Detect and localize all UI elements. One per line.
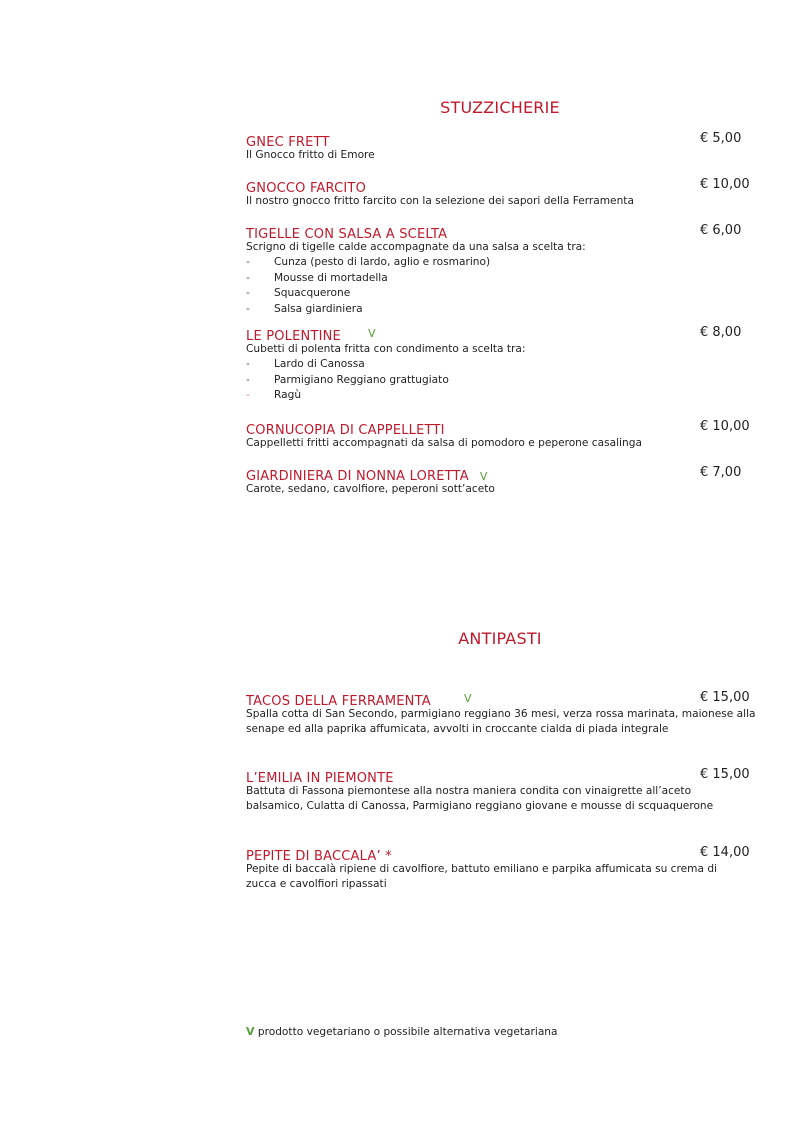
option-label: Salsa giardiniera <box>274 302 363 315</box>
dash-bullet: - <box>246 256 250 268</box>
vegetarian-legend <box>246 1025 558 1038</box>
dash-bullet: - <box>246 389 250 401</box>
item-price: € 15,00 <box>700 690 750 705</box>
item-price: € 10,00 <box>700 177 750 192</box>
vegetarian-icon: V <box>368 327 376 340</box>
section-title-stuzzicherie: STUZZICHERIE <box>440 98 560 117</box>
item-description: Il nostro gnocco fritto farcito con la selezione dei sapori della Ferramenta <box>246 195 634 207</box>
item-price: € 7,00 <box>700 465 742 480</box>
menu-item <box>246 325 754 404</box>
item-description: Scrigno di tigelle calde accompagnate da una salsa a scelta tra: <box>246 241 586 253</box>
item-name: TIGELLE CON SALSA A SCELTA <box>246 227 448 242</box>
menu-item <box>246 131 754 163</box>
item-name: GIARDINIERA DI NONNA LORETTA <box>246 469 469 484</box>
option-label: Squacquerone <box>274 287 351 299</box>
item-description: Cappelletti fritti accompagnati da salsa di pomodoro e peperone casalinga <box>246 437 642 449</box>
item-name: PEPITE DI BACCALA’ * <box>246 849 392 864</box>
item-description: Il Gnocco fritto di Emore <box>246 149 375 161</box>
item-description: Carote, sedano, cavolfiore, peperoni sott’aceto <box>246 483 495 495</box>
dash-bullet: - <box>246 287 250 299</box>
item-name: L’EMILIA IN PIEMONTE <box>246 771 394 786</box>
item-description: Spalla cotta di San Secondo, parmigiano reggiano 36 mesi, verza rossa marinata, maionese alla senape ed alla paprika affumicata, avvolti in croccante cialda di piada integrale <box>246 708 756 735</box>
vegetarian-icon: V <box>464 692 472 705</box>
menu-item <box>246 419 754 451</box>
item-name: TACOS DELLA FERRAMENTA <box>246 694 431 709</box>
item-name: GNEC FRETT <box>246 135 330 150</box>
item-name: GNOCCO FARCITO <box>246 181 366 196</box>
item-price: € 15,00 <box>700 767 750 782</box>
item-price: € 14,00 <box>700 845 750 860</box>
item-description: Pepite di baccalà ripiene di cavolfiore, battuto emiliano e parpika affumicata su crema di zucca e cavolfiori ripassati <box>246 863 717 890</box>
menu-item <box>246 223 754 317</box>
dash-bullet: - <box>246 373 250 386</box>
item-price: € 8,00 <box>700 325 742 340</box>
item-price: € 10,00 <box>700 419 750 434</box>
menu-item <box>246 845 754 892</box>
vegetarian-icon: V <box>479 470 488 483</box>
vegetarian-icon: V <box>246 1025 255 1038</box>
option-item <box>246 357 754 373</box>
option-item <box>246 388 754 404</box>
legend-text: prodotto vegetariano o possibile alternativa vegetariana <box>254 1026 558 1038</box>
item-description: Battuta di Fassona piemontese alla nostra maniera condita con vinaigrette all’aceto balsamico, Culatta di Canossa, Parmigiano reggiano giovane e mousse di scquaquerone <box>246 785 714 812</box>
option-item <box>246 302 754 318</box>
option-label: Lardo di Canossa <box>274 358 365 370</box>
option-item <box>246 271 754 287</box>
dash-bullet: - <box>246 302 250 315</box>
menu-item <box>246 767 754 814</box>
option-label: Parmigiano Reggiano grattugiato <box>274 373 449 386</box>
option-item <box>246 286 754 302</box>
dash-bullet: - <box>246 358 250 370</box>
option-label: Mousse di mortadella <box>274 271 388 284</box>
item-description: Cubetti di polenta fritta con condimento a scelta tra: <box>246 343 526 355</box>
option-label: Ragù <box>274 389 302 401</box>
section-title-antipasti: ANTIPASTI <box>458 629 542 648</box>
menu-item <box>246 690 754 737</box>
menu-item <box>246 465 754 497</box>
item-price: € 5,00 <box>700 131 742 146</box>
option-item <box>246 255 754 271</box>
menu-item <box>246 177 754 209</box>
item-name: CORNUCOPIA DI CAPPELLETTI <box>246 423 445 438</box>
option-item <box>246 373 754 389</box>
dash-bullet: - <box>246 271 250 284</box>
item-name: LE POLENTINE <box>246 329 341 344</box>
option-label: Cunza (pesto di lardo, aglio e rosmarino) <box>274 256 491 268</box>
item-price: € 6,00 <box>700 223 742 238</box>
